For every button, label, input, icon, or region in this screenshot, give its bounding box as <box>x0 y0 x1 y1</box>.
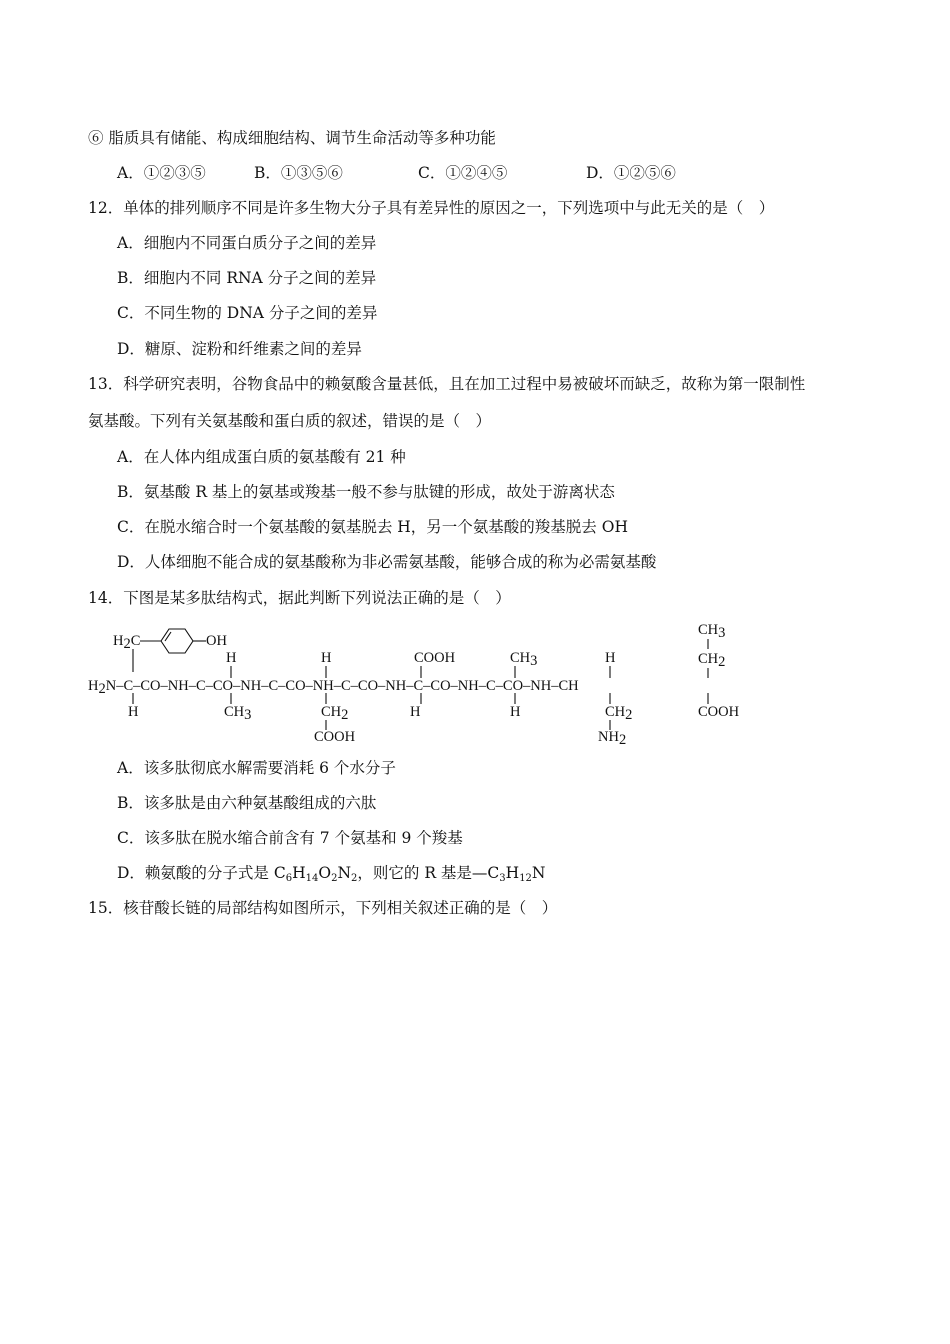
q11-option-c[interactable]: C．①②④⑤ <box>418 164 508 182</box>
diagram-main-chain: H2N–C–CO–NH–C–CO–NH–C–CO–NH–C–CO–NH–C–CO–NH–C–CO–NH–CH <box>88 678 579 697</box>
diagram-label: H2C <box>113 633 141 652</box>
q12-option-b[interactable]: B．细胞内不同 RNA 分子之间的差异 <box>117 269 377 287</box>
q13-stem-line2: 氨基酸。下列有关氨基酸和蛋白质的叙述，错误的是（ ） <box>88 412 492 430</box>
q11-options <box>117 163 676 183</box>
q11-option-a[interactable]: A．①②③⑤ <box>117 164 206 182</box>
diagram-label: H <box>128 704 139 720</box>
q14-stem: 14．下图是某多肽结构式，据此判断下列说法正确的是（ ） <box>88 589 511 607</box>
q15-stem: 15．核苷酸长链的局部结构如图所示，下列相关叙述正确的是（ ） <box>88 899 558 917</box>
q12-option-a[interactable]: A．细胞内不同蛋白质分子之间的差异 <box>117 234 377 252</box>
diagram-label: CH3 <box>510 650 538 669</box>
diagram-label: COOH <box>698 704 740 720</box>
diagram-label: NH2 <box>598 729 627 748</box>
q14-option-b[interactable]: B．该多肽是由六种氨基酸组成的六肽 <box>117 794 377 812</box>
q14-option-c[interactable]: C．该多肽在脱水缩合前含有 7 个氨基和 9 个羧基 <box>117 829 463 847</box>
q11-option-d[interactable]: D．①②⑤⑥ <box>586 164 676 182</box>
diagram-label: COOH <box>414 650 456 666</box>
q11-option-b[interactable]: B．①③⑤⑥ <box>254 164 343 182</box>
diagram-label: H <box>410 704 421 720</box>
diagram-label: H <box>226 650 237 666</box>
diagram-label: CH2 <box>321 704 349 723</box>
diagram-label: CH2 <box>605 704 633 723</box>
diagram-label: CH2 <box>698 651 726 670</box>
q12-option-d[interactable]: D．糖原、淀粉和纤维素之间的差异 <box>117 340 362 358</box>
q14-option-d[interactable]: D．赖氨酸的分子式是 $C_6H_{14}O_2N_2$，则它的 R 基是$—C_3H_{12}N$ <box>117 864 546 884</box>
q11-statement-6: ⑥ 脂质具有储能、构成细胞结构、调节生命活动等多种功能 <box>88 129 496 147</box>
diagram-label: H <box>510 704 521 720</box>
q13-option-d[interactable]: D．人体细胞不能合成的氨基酸称为非必需氨基酸，能够合成的称为必需氨基酸 <box>117 553 657 571</box>
diagram-label: COOH <box>314 729 356 745</box>
diagram-label: CH3 <box>698 622 726 641</box>
diagram-label: CH3 <box>224 704 252 723</box>
diagram-label: OH <box>206 633 227 649</box>
diagram-label: H <box>321 650 332 666</box>
polypeptide-structure-diagram <box>85 620 765 750</box>
q13-option-c[interactable]: C．在脱水缩合时一个氨基酸的氨基脱去 H，另一个氨基酸的羧基脱去 OH <box>117 518 628 536</box>
q12-stem: 12．单体的排列顺序不同是许多生物大分子具有差异性的原因之一，下列选项中与此无关的是（ ） <box>88 199 775 217</box>
q14-option-a[interactable]: A．该多肽彻底水解需要消耗 6 个水分子 <box>117 759 396 777</box>
q13-option-b[interactable]: B．氨基酸 R 基上的氨基或羧基一般不参与肽键的形成，故处于游离状态 <box>117 483 615 501</box>
q13-option-a[interactable]: A．在人体内组成蛋白质的氨基酸有 21 种 <box>117 448 406 466</box>
q12-option-c[interactable]: C．不同生物的 DNA 分子之间的差异 <box>117 304 378 322</box>
q13-stem-line1: 13．科学研究表明，谷物食品中的赖氨酸含量甚低，且在加工过程中易被破坏而缺乏，故称为第一限制性 <box>88 375 806 393</box>
diagram-label: H <box>605 650 616 666</box>
